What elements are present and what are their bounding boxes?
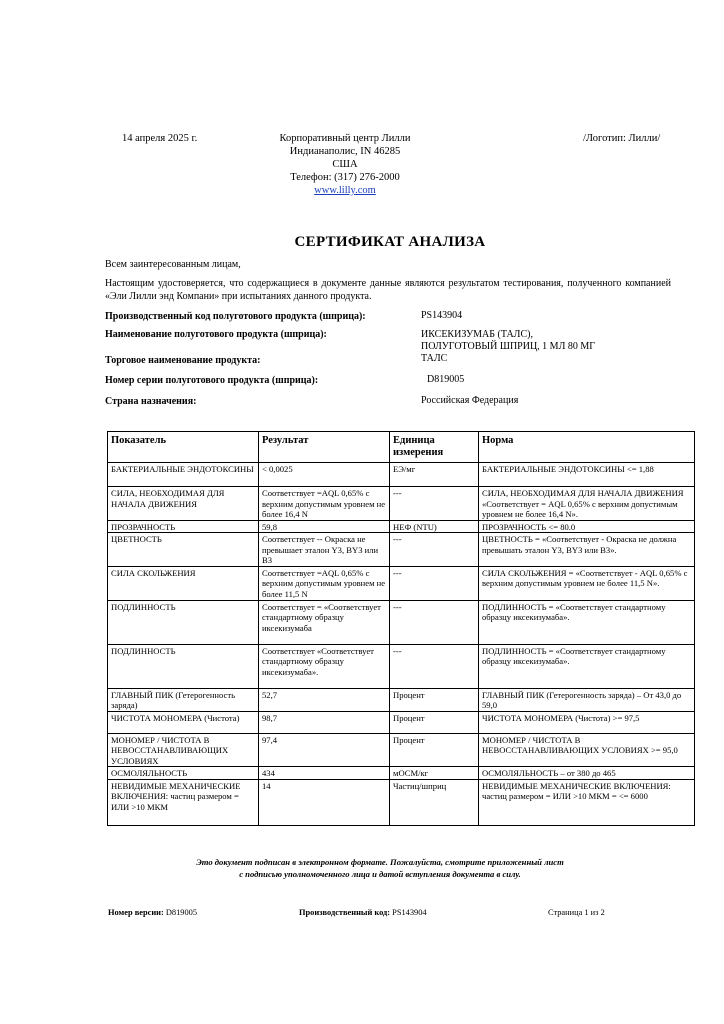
cell-unit: --- [390, 566, 479, 600]
table-row [108, 779, 695, 825]
cell-unit: Процент [390, 733, 479, 767]
cell-result: < 0,0025 [259, 463, 390, 487]
cell-parameter: ПОДЛИННОСТЬ [108, 644, 259, 688]
logo-placeholder: /Логотип: Лилли/ [583, 133, 661, 144]
company-name: Корпоративный центр Лилли [279, 133, 411, 144]
batch-number-label: Номер серии полуготового продукта (шприца): [105, 375, 319, 386]
cell-result: Соответствует = «Соответствует стандартному образцу иксекизумаба [259, 600, 390, 644]
product-name-value [421, 329, 595, 353]
cell-parameter: МОНОМЕР / ЧИСТОТА В НЕВОССТАНАВЛИВАЮЩИХ УСЛОВИЯХ [108, 733, 259, 767]
cell-parameter: ОСМОЛЯЛЬНОСТЬ [108, 767, 259, 780]
footer-page-number: Страница 1 из 2 [548, 908, 605, 917]
header-unit: Единица измерения [390, 432, 479, 463]
product-code-label: Производственный код полуготового продукта (шприца): [105, 311, 366, 322]
cell-result: 14 [259, 779, 390, 825]
table-row [108, 463, 695, 487]
footer-code-label: Производственный код: [299, 908, 391, 917]
header-specification: Норма [479, 432, 695, 463]
table-header-row [108, 432, 695, 463]
signature-note-line-1: Это документ подписан в электронном формате. Пожалуйста, смотрите приложенный лист [196, 857, 564, 867]
cell-unit: --- [390, 644, 479, 688]
cell-result: 98,7 [259, 711, 390, 733]
table-row [108, 733, 695, 767]
cell-parameter: СИЛА СКОЛЬЖЕНИЯ [108, 566, 259, 600]
cell-unit: Процент [390, 711, 479, 733]
cell-parameter: БАКТЕРИАЛЬНЫЕ ЭНДОТОКСИНЫ [108, 463, 259, 487]
table-row [108, 487, 695, 521]
cell-specification: ЦВЕТНОСТЬ = «Соответствует - Окраска не должна превышать эталон Y3, BY3 или B3». [479, 533, 695, 567]
cell-specification: ЧИСТОТА МОНОМЕРА (Чистота) >= 97,5 [479, 711, 695, 733]
cell-result: 434 [259, 767, 390, 780]
cell-result: Соответствует «Соответствует стандартному образцу иксекизумаба». [259, 644, 390, 688]
cell-specification: СИЛА, НЕОБХОДИМАЯ ДЛЯ НАЧАЛА ДВИЖЕНИЯ «Соответствует = AQL 0,65% с верхним допустимым уровнем не более 16,4 N». [479, 487, 695, 521]
table-row [108, 520, 695, 533]
table-row [108, 600, 695, 644]
cell-specification: ОСМОЛЯЛЬНОСТЬ – от 380 до 465 [479, 767, 695, 780]
cell-unit: Процент [390, 688, 479, 711]
cell-specification: МОНОМЕР / ЧИСТОТА В НЕВОССТАНАВЛИВАЮЩИХ УСЛОВИЯХ >= 95,0 [479, 733, 695, 767]
cell-specification: БАКТЕРИАЛЬНЫЕ ЭНДОТОКСИНЫ <= 1,88 [479, 463, 695, 487]
company-city: Индианаполис, IN 46285 [289, 146, 401, 157]
header-result: Результат [259, 432, 390, 463]
document-date: 14 апреля 2025 г. [122, 133, 198, 144]
cell-result: 59,8 [259, 520, 390, 533]
destination-country-label: Страна назначения: [105, 396, 197, 407]
cell-unit: --- [390, 533, 479, 567]
footer-code-value: PS143904 [392, 908, 427, 917]
table-row [108, 644, 695, 688]
analysis-results-table [107, 431, 695, 826]
company-address [255, 132, 435, 197]
cell-specification: ПОДЛИННОСТЬ = «Соответствует стандартному образцу иксекизумаба». [479, 600, 695, 644]
destination-country-value: Российская Федерация [421, 395, 519, 406]
cell-unit: --- [390, 600, 479, 644]
document-title: СЕРТИФИКАТ АНАЛИЗА [294, 234, 486, 250]
cell-specification: ПРОЗРАЧНОСТЬ <= 80.0 [479, 520, 695, 533]
table-row [108, 533, 695, 567]
header-parameter: Показатель [108, 432, 259, 463]
company-country: США [332, 159, 358, 170]
cell-specification: НЕВИДИМЫЕ МЕХАНИЧЕСКИЕ ВКЛЮЧЕНИЯ: частиц размером = ИЛИ >10 МКМ = <= 6000 [479, 779, 695, 825]
cell-parameter: НЕВИДИМЫЕ МЕХАНИЧЕСКИЕ ВКЛЮЧЕНИЯ: частиц размером = ИЛИ >10 МКМ [108, 779, 259, 825]
cell-unit: --- [390, 487, 479, 521]
table-row [108, 688, 695, 711]
company-phone: Телефон: (317) 276-2000 [290, 172, 400, 183]
cell-specification: ПОДЛИННОСТЬ = «Соответствует стандартному образцу иксекизумаба». [479, 644, 695, 688]
cell-parameter: ЦВЕТНОСТЬ [108, 533, 259, 567]
cell-unit: мОСМ/кг [390, 767, 479, 780]
cell-result: Соответствует =AQL 0,65% с верхним допустимым уровнем не более 11,5 N [259, 566, 390, 600]
cell-result: 52,7 [259, 688, 390, 711]
trade-name-label: Торговое наименование продукта: [105, 355, 261, 366]
batch-number-value: D819005 [427, 374, 465, 385]
trade-name-value: ТАЛС [421, 353, 448, 364]
electronic-signature-note [100, 856, 660, 880]
footer-version-value: D819005 [165, 908, 198, 917]
cell-result: Соответствует -- Окраска не превышает эталон Y3, BY3 или B3 [259, 533, 390, 567]
footer-version [108, 907, 197, 918]
cell-parameter: ГЛАВНЫЙ ПИК (Гетерогенность заряда) [108, 688, 259, 711]
signature-note-line-2: с подписью уполномоченного лица и датой вступления документа в силу. [239, 869, 521, 879]
cell-parameter: СИЛА, НЕОБХОДИМАЯ ДЛЯ НАЧАЛА ДВИЖЕНИЯ [108, 487, 259, 521]
table-row [108, 711, 695, 733]
cell-parameter: ЧИСТОТА МОНОМЕРА (Чистота) [108, 711, 259, 733]
footer-code [299, 907, 427, 918]
cell-unit: Частиц/шприц [390, 779, 479, 825]
product-name-label: Наименование полуготового продукта (шприца): [105, 329, 327, 340]
footer-version-label: Номер версии: [108, 908, 164, 917]
cell-specification: СИЛА СКОЛЬЖЕНИЯ = «Соответствует - AQL 0,65% с верхним допустимым уровнем не более 11,5 N». [479, 566, 695, 600]
cell-unit: ЕЭ/мг [390, 463, 479, 487]
product-name-line-1: ИКСЕКИЗУМАБ (ТАЛС), [421, 329, 533, 340]
company-website-link[interactable]: www.lilly.com [314, 185, 376, 196]
cell-specification: ГЛАВНЫЙ ПИК (Гетерогенность заряда) – От 43,0 до 59,0 [479, 688, 695, 711]
table-row [108, 566, 695, 600]
cell-result: Соответствует =AQL 0,65% с верхним допустимым уровнем не более 16,4 N [259, 487, 390, 521]
certification-statement: Настоящим удостоверяется, что содержащиеся в документе данные являются результатом тестирования, полученного компанией «Эли Лилли энд Компани» при испытаниях данного продукта. [105, 278, 671, 302]
cell-result: 97,4 [259, 733, 390, 767]
cell-parameter: ПРОЗРАЧНОСТЬ [108, 520, 259, 533]
cell-unit: НЕФ (NTU) [390, 520, 479, 533]
product-name-line-2: ПОЛУГОТОВЫЙ ШПРИЦ, 1 МЛ 80 МГ [421, 341, 596, 352]
product-code-value: PS143904 [421, 310, 463, 321]
greeting: Всем заинтересованным лицам, [105, 259, 241, 270]
table-row [108, 767, 695, 780]
cell-parameter: ПОДЛИННОСТЬ [108, 600, 259, 644]
